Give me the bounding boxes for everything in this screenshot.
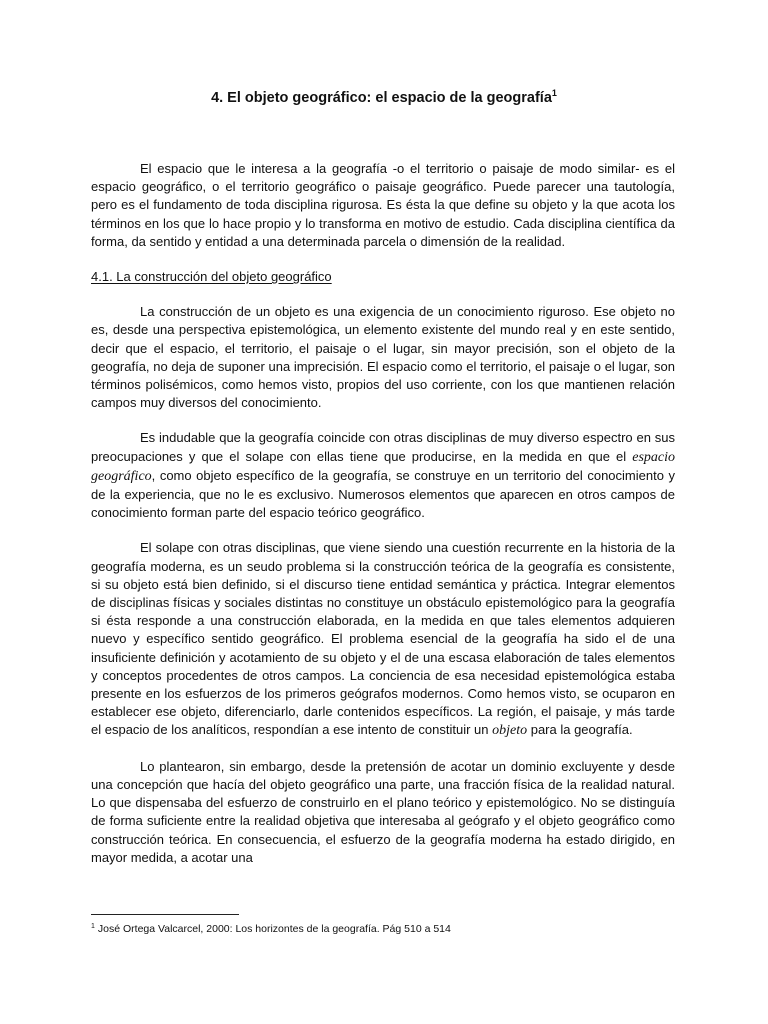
paragraph-text: Es indudable que la geografía coincide con otras disciplinas de muy diverso espectro en sus preocupaciones y que el solape con ellas tiene que producirse, en la medida en que el <box>91 430 675 464</box>
paragraph-approach: Lo plantearon, sin embargo, desde la pretensión de acotar un dominio excluyente y desde una concepción que hacía del objeto geográfico una parte, una fracción física de la realidad natural. Lo que dispensaba del esfuerzo de construirlo en el plano teórico y epistemológico. No se distinguía de forma suficiente entre la realidad objetiva que interesaba al geógrafo y el objeto geográfico como construcción teórica. En consecuencia, el esfuerzo de la geografía moderna ha estado dirigido, en mayor medida, a acotar una <box>91 758 675 865</box>
document-body <box>91 160 675 867</box>
paragraph-intro: El espacio que le interesa a la geografía -o el territorio o paisaje de modo similar- es el espacio geográfico, o el territorio geográfico o paisaje geográfico. Puede parecer una tautología, pero es el fundamento de toda disciplina rigurosa. Es ésta la que define su objeto y la que acota los términos en los que lo hace propio y lo transforma en motivo de estudio. Cada disciplina científica da forma, da sentido y entidad a una determinada parcela o dimensión de la realidad. <box>91 161 675 249</box>
paragraph-text: , como objeto específico de la geografía, se construye en un territorio del conocimiento y de la experiencia, que no le es exclusivo. Numerosos elementos que aparecen en otros campos de conocimiento forman parte del espacio teórico geográfico. <box>91 467 675 521</box>
page-title <box>0 88 768 106</box>
footnote-mark: 1 <box>91 923 95 930</box>
paragraph-disciplines <box>91 539 675 740</box>
paragraph-construction: La construcción de un objeto es una exigencia de un conocimiento riguroso. Ese objeto no es, desde una perspectiva epistemológica, un elemento existente del mundo real y en este sentido, decir que el espacio, el territorio, el paisaje o el lugar, sin mayor precisión, son el objeto de la geografía, no deja de suponer una imprecisión. El espacio como el territorio, el paisaje o el lugar, son términos polisémicos, como hemos visto, propios del uso corriente, con los que mantienen relación campos muy diversos del conocimiento. <box>91 304 675 411</box>
paragraph-text: para la geografía. <box>527 722 633 738</box>
title-text: 4. El objeto geográfico: el espacio de la geografía <box>211 90 552 106</box>
italic-term: objeto <box>492 723 528 739</box>
footnote <box>91 920 675 936</box>
footnote-text: José Ortega Valcarcel, 2000: Los horizontes de la geografía. Pág 510 a 514 <box>97 923 451 935</box>
title-footnote-mark[interactable]: 1 <box>551 88 557 98</box>
footnote-divider <box>91 914 239 915</box>
paragraph-overlap <box>91 429 675 522</box>
italic-term: espacio geográfico <box>91 449 675 484</box>
section-heading: 4.1. La construcción del objeto geográfico <box>91 269 332 285</box>
paragraph-text: El solape con otras disciplinas, que viene siendo una cuestión recurrente en la historia de la geografía moderna, es un seudo problema si la construcción teórica de la geografía es consistente, si su objeto está bien definido, si el discurso tiene entidad semántica y práctica. Integrar elementos de disciplinas físicas y sociales distintas no constituye un obstáculo epistemológico para la geografía si ésta responde a una construcción elaborada, en la medida en que tales elementos adquieren nuevo y específico sentido geográfico. El problema esencial de la geografía ha sido el de una insuficiente definición y acotamiento de su objeto y el de una escasa elaboración de tales elementos y conceptos procedentes de otros campos. La conciencia de esa necesidad epistemológica estaba presente en los esfuerzos de los primeros geógrafos modernos. Como hemos visto, se ocuparon en establecer ese objeto, diferenciarlo, darle contenidos específicos. La región, el paisaje, y más tarde el espacio de los analíticos, respondían a ese intento de constituir un <box>91 540 675 738</box>
